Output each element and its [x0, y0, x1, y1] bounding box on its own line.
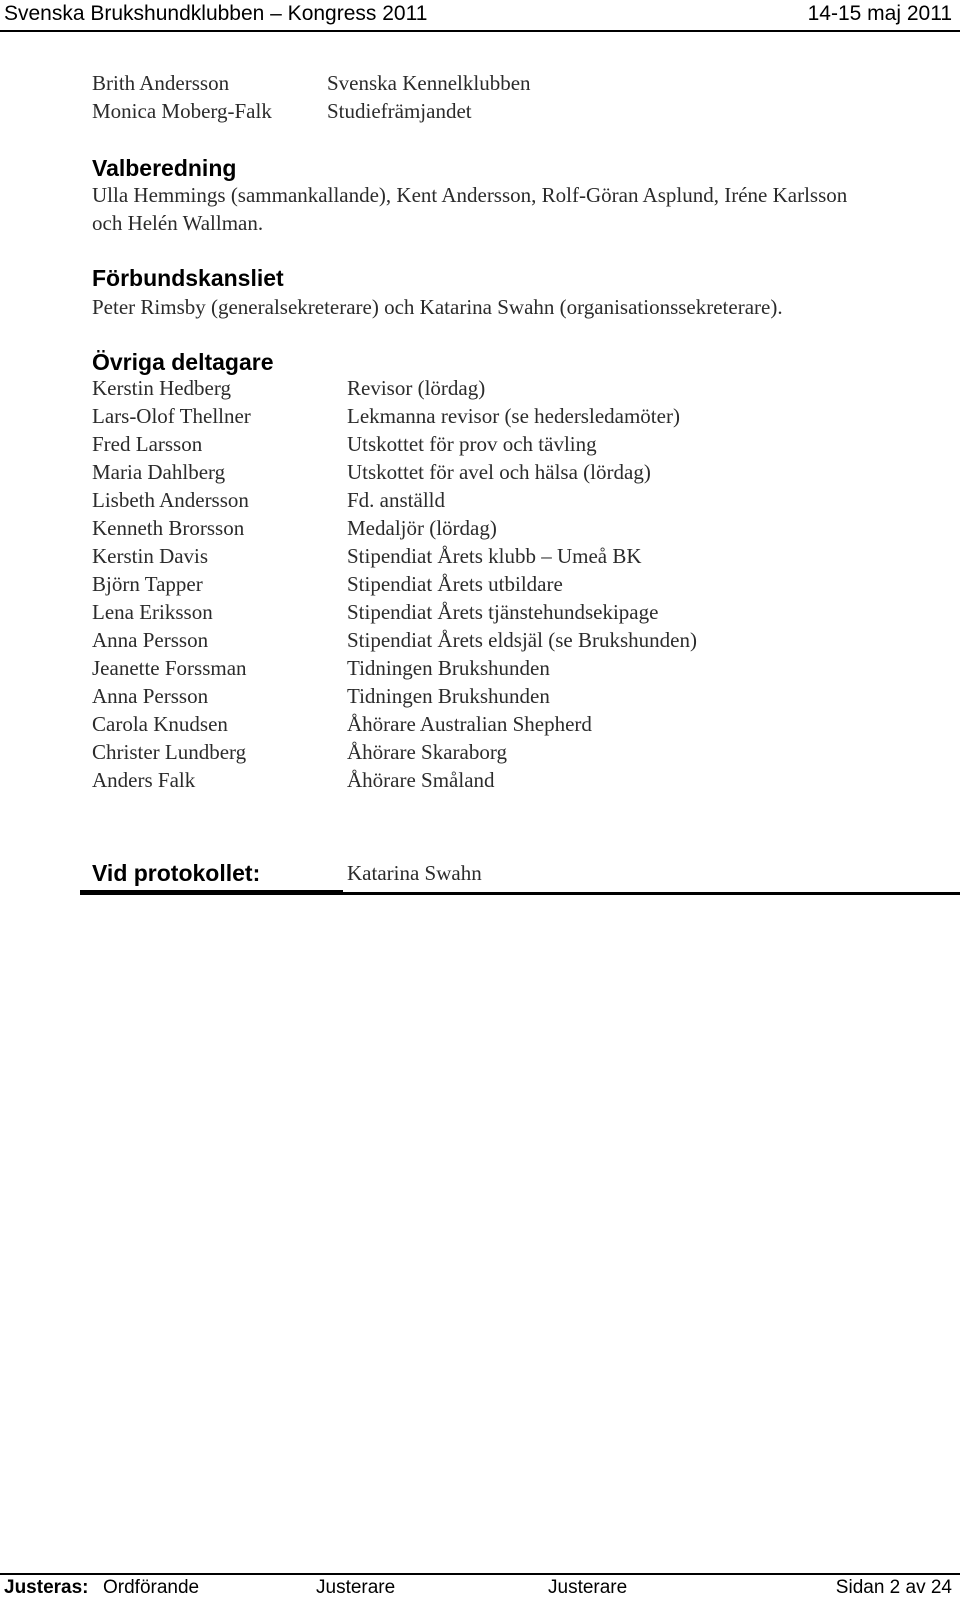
- participant-name: Anders Falk: [92, 768, 196, 792]
- participant-role: Lekmanna revisor (se hedersledamöter): [347, 404, 680, 428]
- participant-name: Lisbeth Andersson: [92, 488, 249, 512]
- participant-name: Christer Lundberg: [92, 740, 247, 764]
- participant-role: Åhörare Småland: [347, 768, 495, 792]
- valberedning-heading: Valberedning: [92, 155, 237, 181]
- footer-label: Justeras:: [4, 1577, 89, 1598]
- participant-role: Tidningen Brukshunden: [347, 656, 550, 680]
- participant-name: Lena Eriksson: [92, 600, 213, 624]
- participant-name: Kerstin Hedberg: [92, 376, 231, 400]
- footer-justerare: Justerare: [548, 1577, 628, 1598]
- footer-ordforande: Ordförande: [103, 1577, 200, 1598]
- participant-name: Kerstin Davis: [92, 544, 209, 568]
- guest-org: Studiefrämjandet: [327, 99, 472, 123]
- participant-role: Åhörare Australian Shepherd: [347, 712, 592, 736]
- participant-name: Anna Persson: [92, 684, 209, 708]
- header-title: Svenska Brukshundklubben – Kongress 2011: [4, 2, 428, 25]
- participant-role: Stipendiat Årets klubb – Umeå BK: [347, 544, 642, 568]
- participant-name: Jeanette Forssman: [92, 656, 247, 680]
- forbundskansliet-heading: Förbundskansliet: [92, 265, 284, 291]
- participant-role: Fd. anställd: [347, 488, 445, 512]
- participant-role: Åhörare Skaraborg: [347, 740, 507, 764]
- participant-role: Revisor (lördag): [347, 376, 486, 400]
- participant-role: Tidningen Brukshunden: [347, 684, 550, 708]
- participant-role: Stipendiat Årets eldsjäl (se Brukshunden): [347, 628, 697, 652]
- participant-role: Medaljör (lördag): [347, 516, 497, 540]
- page-footer: [0, 1573, 960, 1602]
- header-date: 14-15 maj 2011: [807, 2, 952, 25]
- forbundskansliet-text: Peter Rimsby (generalsekreterare) och Katarina Swahn (organisationssekreterare).: [92, 295, 783, 319]
- ovriga-heading: Övriga deltagare: [92, 349, 274, 375]
- protocol-name: Katarina Swahn: [347, 861, 482, 885]
- participant-name: Maria Dahlberg: [92, 460, 226, 484]
- protocol-label: Vid protokollet:: [92, 860, 261, 886]
- participant-name: Carola Knudsen: [92, 712, 228, 736]
- participant-name: Björn Tapper: [92, 572, 203, 596]
- page-header: [0, 0, 960, 32]
- participant-name: Anna Persson: [92, 628, 209, 652]
- participant-role: Utskottet för prov och tävling: [347, 432, 597, 456]
- participant-role: Stipendiat Årets utbildare: [347, 572, 563, 596]
- footer-justerare: Justerare: [316, 1577, 396, 1598]
- valberedning-text: Ulla Hemmings (sammankallande), Kent Andersson, Rolf-Göran Asplund, Iréne Karlsson och Helén Wallman.: [92, 183, 848, 235]
- guest-name: Brith Andersson: [92, 71, 230, 95]
- guest-name: Monica Moberg-Falk: [92, 99, 272, 123]
- participant-role: Utskottet för avel och hälsa (lördag): [347, 460, 651, 484]
- guest-org: Svenska Kennelklubben: [327, 71, 531, 95]
- participant-name: Fred Larsson: [92, 432, 203, 456]
- protocol-line: [80, 860, 960, 895]
- footer-page-number: Sidan 2 av 24: [835, 1577, 952, 1598]
- participant-name: Lars-Olof Thellner: [92, 404, 251, 428]
- protocol-label-underline: [80, 890, 343, 892]
- participant-role: Stipendiat Årets tjänstehundsekipage: [347, 600, 659, 624]
- participant-name: Kenneth Brorsson: [92, 516, 245, 540]
